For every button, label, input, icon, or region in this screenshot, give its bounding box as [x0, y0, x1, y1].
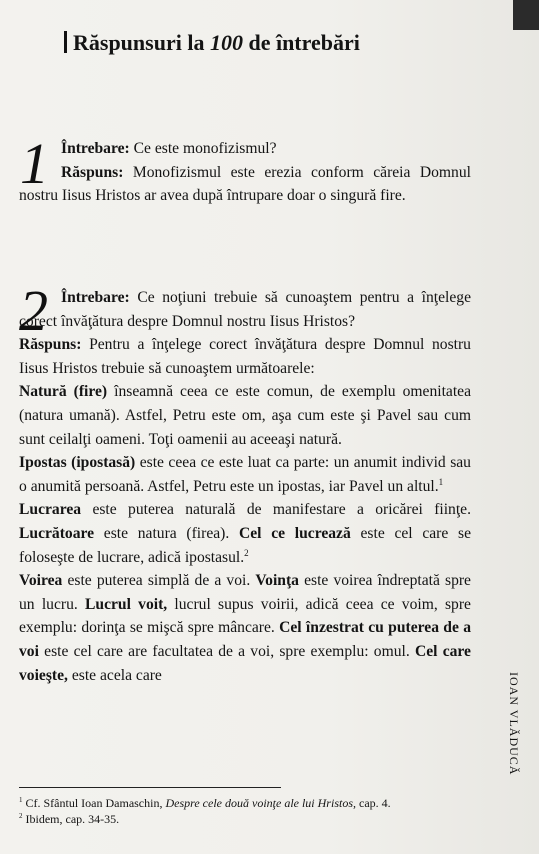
- definition-ipostas: Ipostas (ipostasă) este ceea ce este luat ca parte: un anumit individ sau o anumită persoană. Astfel, Petru este un ipostas, iar Pavel un altul.$^1$: [19, 454, 471, 495]
- footnote-1: $^1$ Cf. Sfântul Ioan Damaschin, Despre cele două voinţe ale lui Hristos, cap. 4.: [19, 796, 391, 810]
- definition-lucrarea: Lucrarea este puterea naturală de manifestare a oricărei fiinţe. Lucrătoare este natura (firea). Cel ce lucrează este cel care se foloseşte de lucrare, adică ipostasul.$^2$: [19, 501, 472, 566]
- question-1-block: [19, 131, 471, 208]
- question-2-line: Întrebare: Ce noţiuni trebuie să cunoaştem pentru a înţelege corect învăţătura despre Domnul nostru Iisus Hristos?: [19, 289, 471, 330]
- footnotes: [19, 795, 489, 827]
- footnote-divider: [19, 787, 281, 788]
- page-tab-marker: [513, 0, 539, 30]
- running-head-author: IOAN VLĂDUCĂ: [507, 672, 521, 776]
- answer-1: Răspuns: Monofizismul este erezia conform căreia Domnul nostru Iisus Hristos ar avea după întrupare doar o singură fire.: [19, 163, 471, 205]
- footnote-2: $^2$ Ibidem, cap. 34-35.: [19, 812, 120, 826]
- definition-natura: Natură (fire) înseamnă ceea ce este comun, de exemplu omenitatea (natura umană). Astfel, Petru este om, aşa cum este şi Pavel sau cum sunt ceilalţi oameni. Toţi oamenii au aceeaşi natură.: [19, 383, 471, 448]
- answer-2-intro: Răspuns: Pentru a înţelege corect învăţătura despre Domnul nostru Iisus Hristos trebuie să cunoaştem următoarele:: [19, 336, 471, 377]
- page-title: Răspunsuri la 100 de întrebări: [64, 30, 360, 56]
- question-1-line: Întrebare: Ce este monofizismul?: [61, 140, 277, 157]
- question-number-2: 2: [19, 278, 48, 343]
- question-number-1: 1: [20, 131, 49, 196]
- definition-voirea: Voirea este puterea simplă de a voi. Voinţa este voirea îndreptată spre un lucru. Lucrul voit, lucrul supus voirii, adică ceea ce voim, spre exemplu: dorinţa se mişcă spre mâncare. Cel înzestrat cu puterea de a voi este cel care are facultatea de a voi, spre exemplu: omul. Cel care voieşte, este acela care: [19, 572, 471, 684]
- title-bar-divider: [64, 31, 67, 53]
- footnote-ref-2[interactable]: 2: [244, 547, 249, 558]
- question-2-block: [19, 286, 471, 687]
- footnote-ref-1[interactable]: 1: [438, 476, 444, 487]
